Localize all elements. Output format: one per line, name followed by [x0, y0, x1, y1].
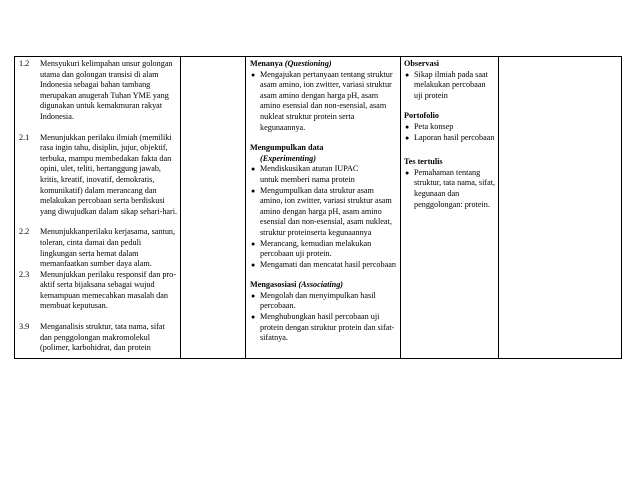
bullet-icon: ● [405, 168, 410, 177]
kd-text: Menunjukkanperilaku kerjasama, santun, toleran, cinta damai dan peduli lingkungan serta hemat dalam memanfaatkan sumber daya alam. [40, 227, 176, 269]
bullet-icon: ● [405, 122, 410, 131]
observasi-section [404, 59, 496, 101]
bullet-icon: ● [251, 291, 256, 300]
bullet-icon: ● [251, 260, 256, 269]
list-item: ● Sikap ilmiah pada saat melakukan percobaan uji protein [405, 69, 488, 100]
kd-item [19, 270, 178, 312]
kd-text: Mensyukuri kelimpahan unsur golongan utama dan golongan transisi di alam Indonesia sebagai bahan tambang merupakan anugerah Tuhan YME yang digunakan untuk kemakmuran rakyat Indonesia. [40, 59, 173, 121]
list-item: ● Mendiskusikan aturan IUPAC [251, 164, 359, 174]
list-item: ● Mengajukan pertanyaan tentang struktur asam amino, ion zwitter, variasi struktur asam amino dengan harga pH, asam amino esensial dan non-esensial, asam nukleat struktur protein serta kegunaannya. [251, 69, 393, 132]
kd-text: Menunjukkan perilaku ilmiah (memiliki rasa ingin tahu, disiplin, jujur, objektif, terbuka, mampu membedakan fakta dan opini, ulet, teliti, bertanggung jawab, kritis, kreatif, inovatif, demokratis, komunikatif) dalam merancang dan melakukan percobaan serta berdiskusi yang diwujudkan dalam sikap sehari-hari. [40, 132, 178, 216]
bullet-icon: ● [405, 133, 410, 142]
tes-section [404, 157, 496, 210]
sumber-cell [499, 57, 622, 359]
list-item: ● Mengumpulkan data struktur asam amino, ion zwitter, variasi struktur asam amino dengan harga pH, asam amino esensial dan non-esensial, asam nukleat, struktur proteinserta kegunaannya [251, 185, 392, 237]
list-item: ● Laporan hasil percobaan [405, 132, 495, 142]
kd-text: Menunjukkan perilaku responsif dan pro-aktif serta bijaksana sebagai wujud kemampuan memecahkan masalah dan membuat keputusan. [40, 269, 176, 311]
bullet-icon: ● [405, 70, 410, 79]
kd-item [19, 322, 178, 354]
kd-item [19, 133, 178, 218]
kd-item [19, 59, 178, 123]
bullet-icon: ● [251, 165, 256, 174]
bullet-icon: ● [251, 313, 256, 322]
kd-number: 3.9 [19, 322, 30, 332]
kd-number: 2.3 [19, 269, 30, 279]
bullet-icon: ● [251, 239, 256, 248]
materi-cell [181, 57, 246, 359]
portofolio-section [404, 111, 496, 143]
lesson-plan-table [14, 56, 622, 359]
bullet-icon: ● [251, 70, 256, 79]
kompetensi-dasar-cell [15, 57, 181, 359]
menanya-section [250, 59, 397, 133]
section-title: Observasi [404, 59, 440, 68]
table-row [15, 57, 622, 359]
kegiatan-cell [246, 57, 401, 359]
kd-number: 2.2 [19, 227, 30, 237]
list-item: ● Peta konsep [405, 121, 454, 131]
section-title: Tes tertulis [404, 157, 443, 167]
mengasosiasi-section [250, 280, 397, 344]
section-title: Portofolio [404, 111, 440, 121]
kd-number: 1.2 [19, 59, 30, 68]
section-title: Mengasosiasi (Associating) [250, 280, 344, 290]
list-item: ● Mengamati dan mencatat hasil percobaan [251, 259, 396, 269]
kd-item [19, 227, 178, 269]
penilaian-cell [401, 57, 499, 359]
kd-text: Menganalisis struktur, tata nama, sifat dan penggolongan makromolekul (polimer, karbohidrat, dan protein [40, 322, 165, 353]
list-item: ● Menghubungkan hasil percobaan uji protein dengan struktur protein dan sifat-sifatnya. [251, 312, 395, 343]
mengumpulkan-section [250, 143, 397, 270]
list-item: ● Mengolah dan menyimpulkan hasil percobaan. [251, 290, 376, 311]
list-item: ● Merancang, kemudian melakukan percobaan uji protein. [251, 238, 372, 259]
section-title: Menanya (Questioning) [250, 59, 332, 68]
list-note: untuk memberi nama protein [260, 174, 355, 184]
list-item: ● Pemahaman tentang struktur, tata nama, sifat, kegunaan dan penggolongan: protein. [405, 167, 496, 209]
kd-number: 2.1 [19, 132, 30, 142]
bullet-icon: ● [251, 186, 256, 195]
section-title: Mengumpulkan data [250, 143, 324, 153]
section-subtitle: (Experimenting) [260, 153, 316, 163]
